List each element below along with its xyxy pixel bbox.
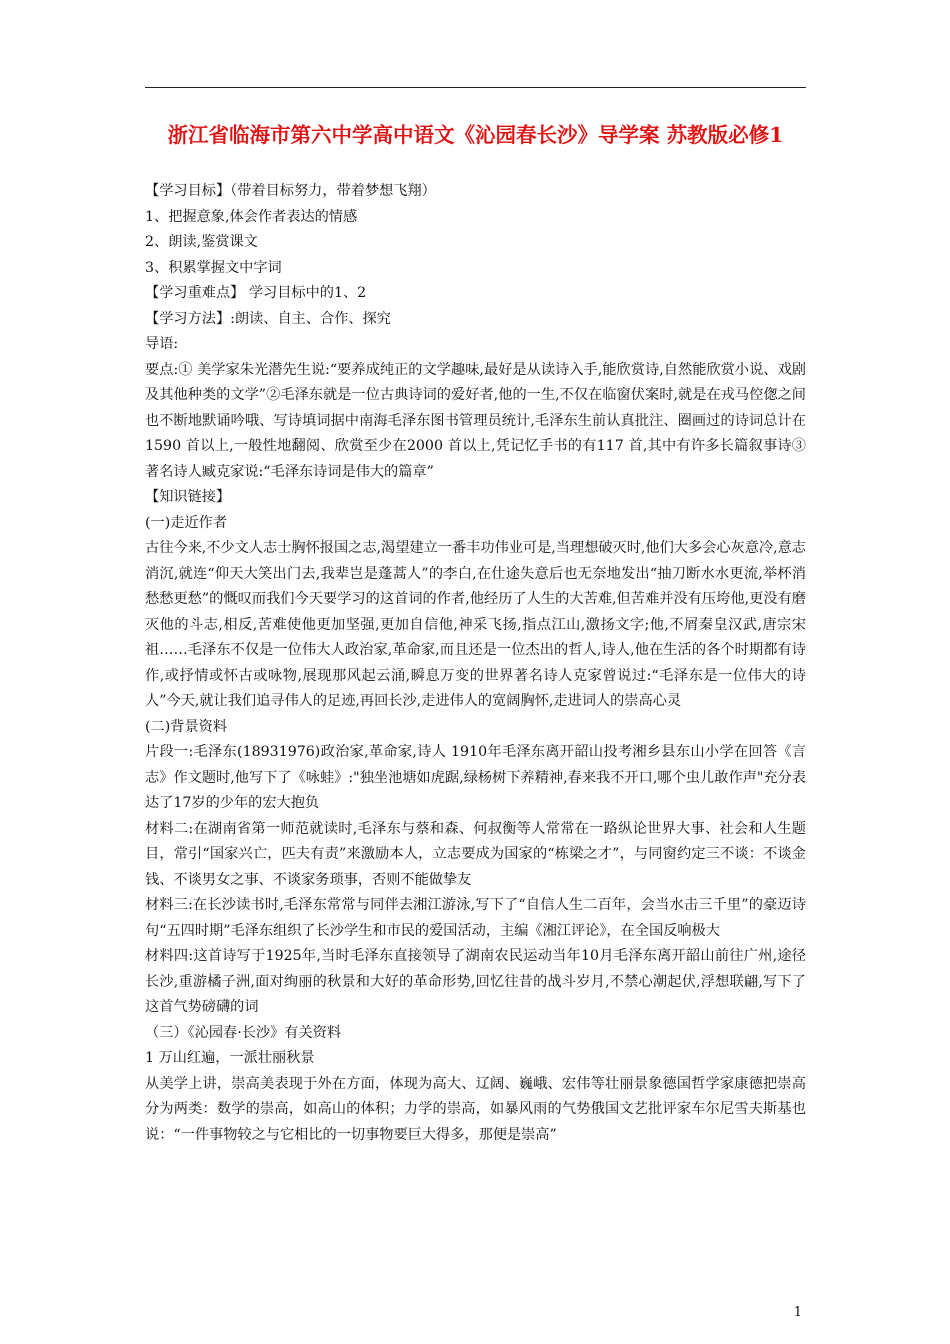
- subsection-heading: (二)背景资料: [145, 718, 228, 735]
- document-body: [145, 179, 806, 1148]
- text-line: 1、把握意象,体会作者表达的情感: [145, 208, 358, 225]
- subsection-heading: (一)走近作者: [145, 514, 228, 531]
- text-paragraph: 要点:① 美学家朱光潜先生说:“要养成纯正的文学趣味,最好是从读诗入手,能欣赏诗,自然能欣赏小说、戏剧及其他种类的文学”②毛泽东就是一位古典诗词的爱好者,他的一生,不仅在临窗伏案时,就是在戎马倥偬之间也不断地默诵吟哦、写诗填词据中南海毛泽东图书管理员统计,毛泽东生前认真批注、圈画过的诗词总计在1590 首以上,一般性地翻阅、欣赏至少在2000 首以上,凭记忆手书的有117 首,其中有许多长篇叙事诗③著名诗人臧克家说:“毛泽东诗词是伟大的篇章”: [145, 361, 806, 480]
- text-line: 3、积累掌握文中字词: [145, 259, 282, 276]
- text-paragraph: 材料二:在湖南省第一师范就读时,毛泽东与蔡和森、何叔衡等人常常在一路纵论世界大事、社会和人生题目，常引“国家兴亡，匹夫有责”来激励本人，立志要成为国家的“栋梁之才”，与同窗约定三不谈：不谈金钱、不谈男女之事、不谈家务琐事，否则不能做挚友: [145, 820, 806, 888]
- text-paragraph: 材料四:这首诗写于1925年,当时毛泽东直接领导了湖南农民运动当年10月毛泽东离开韶山前往广州,途径长沙,重游橘子洲,面对绚丽的秋景和大好的革命形势,回忆往昔的战斗岁月,不禁心潮起伏,浮想联翩,写下了这首气势磅礴的词: [145, 948, 806, 1015]
- text-line: 【学习方法】:朗读、自主、合作、探究: [145, 310, 391, 327]
- document-title: 浙江省临海市第六中学高中语文《沁园春长沙》导学案 苏教版必修1: [167, 123, 784, 147]
- header-rule: [145, 87, 806, 88]
- subsection-heading: （三）《沁园春·长沙》有关资料: [145, 1024, 342, 1041]
- text-line: 【学习目标】（带着目标努力，带着梦想飞翔）: [145, 183, 436, 199]
- text-paragraph: 材料三:在长沙读书时,毛泽东常常与同伴去湘江游泳,写下了“自信人生二百年，会当水击三千里”的豪迈诗句“五四时期”毛泽东组织了长沙学生和市民的爱国活动，主编《湘江评论》，在全国反响极大: [145, 897, 806, 939]
- text-line: 导语:: [145, 336, 179, 352]
- text-paragraph: 片段一:毛泽东(18931976)政治家,革命家,诗人 1910年毛泽东离开韶山投考湘乡县东山小学在回答《言志》作文题时,他写下了《咏蛙》:"独坐池塘如虎踞,绿杨树下养精神,春来我不开口,哪个虫儿敢作声"充分表达了17岁的少年的宏大抱负: [145, 744, 806, 811]
- text-line: 2、朗读,鉴赏课文: [145, 234, 258, 250]
- text-line: 1 万山红遍，一派壮丽秋景: [145, 1050, 315, 1066]
- text-paragraph: 从美学上讲，崇高美表现于外在方面，体现为高大、辽阔、巍峨、宏伟等壮丽景象德国哲学家康德把崇高分为两类：数学的崇高，如高山的体积；力学的崇高，如暴风雨的气势俄国文艺批评家车尔尼雪夫斯基也说：“一件事物较之与它相比的一切事物要巨大得多，那便是崇高”: [145, 1075, 806, 1143]
- text-line: 【学习重难点】 学习目标中的1、2: [145, 285, 367, 301]
- text-paragraph: 古往今来,不少文人志士胸怀报国之志,渴望建立一番丰功伟业可是,当理想破灭时,他们大多会心灰意冷,意志消沉,就连“仰天大笑出门去,我辈岂是蓬蒿人”的李白,在仕途失意后也无奈地发出“抽刀断水水更流,举杯消愁愁更愁”的慨叹而我们今天要学习的这首词的作者,他经历了人生的大苦难,但苦难并没有压垮他,更没有磨灭他的斗志,相反,苦难使他更加坚强,更加自信他,神采飞扬,指点江山,激扬文字;他,不屑秦皇汉武,唐宗宋祖……毛泽东不仅是一位伟大人政治家,革命家,而且还是一位杰出的哲人,诗人,他在生活的各个时期都有诗作,或抒情或怀古或咏物,展现那风起云涌,瞬息万变的世界著名诗人克家曾说过:“毛泽东是一位伟大的诗人”今天,就让我们追寻伟人的足迹,再回长沙,走进伟人的宽阔胸怀,走进词人的崇高心灵: [145, 540, 806, 709]
- section-heading: 【知识链接】: [145, 489, 231, 505]
- page-number: 1: [793, 1305, 802, 1320]
